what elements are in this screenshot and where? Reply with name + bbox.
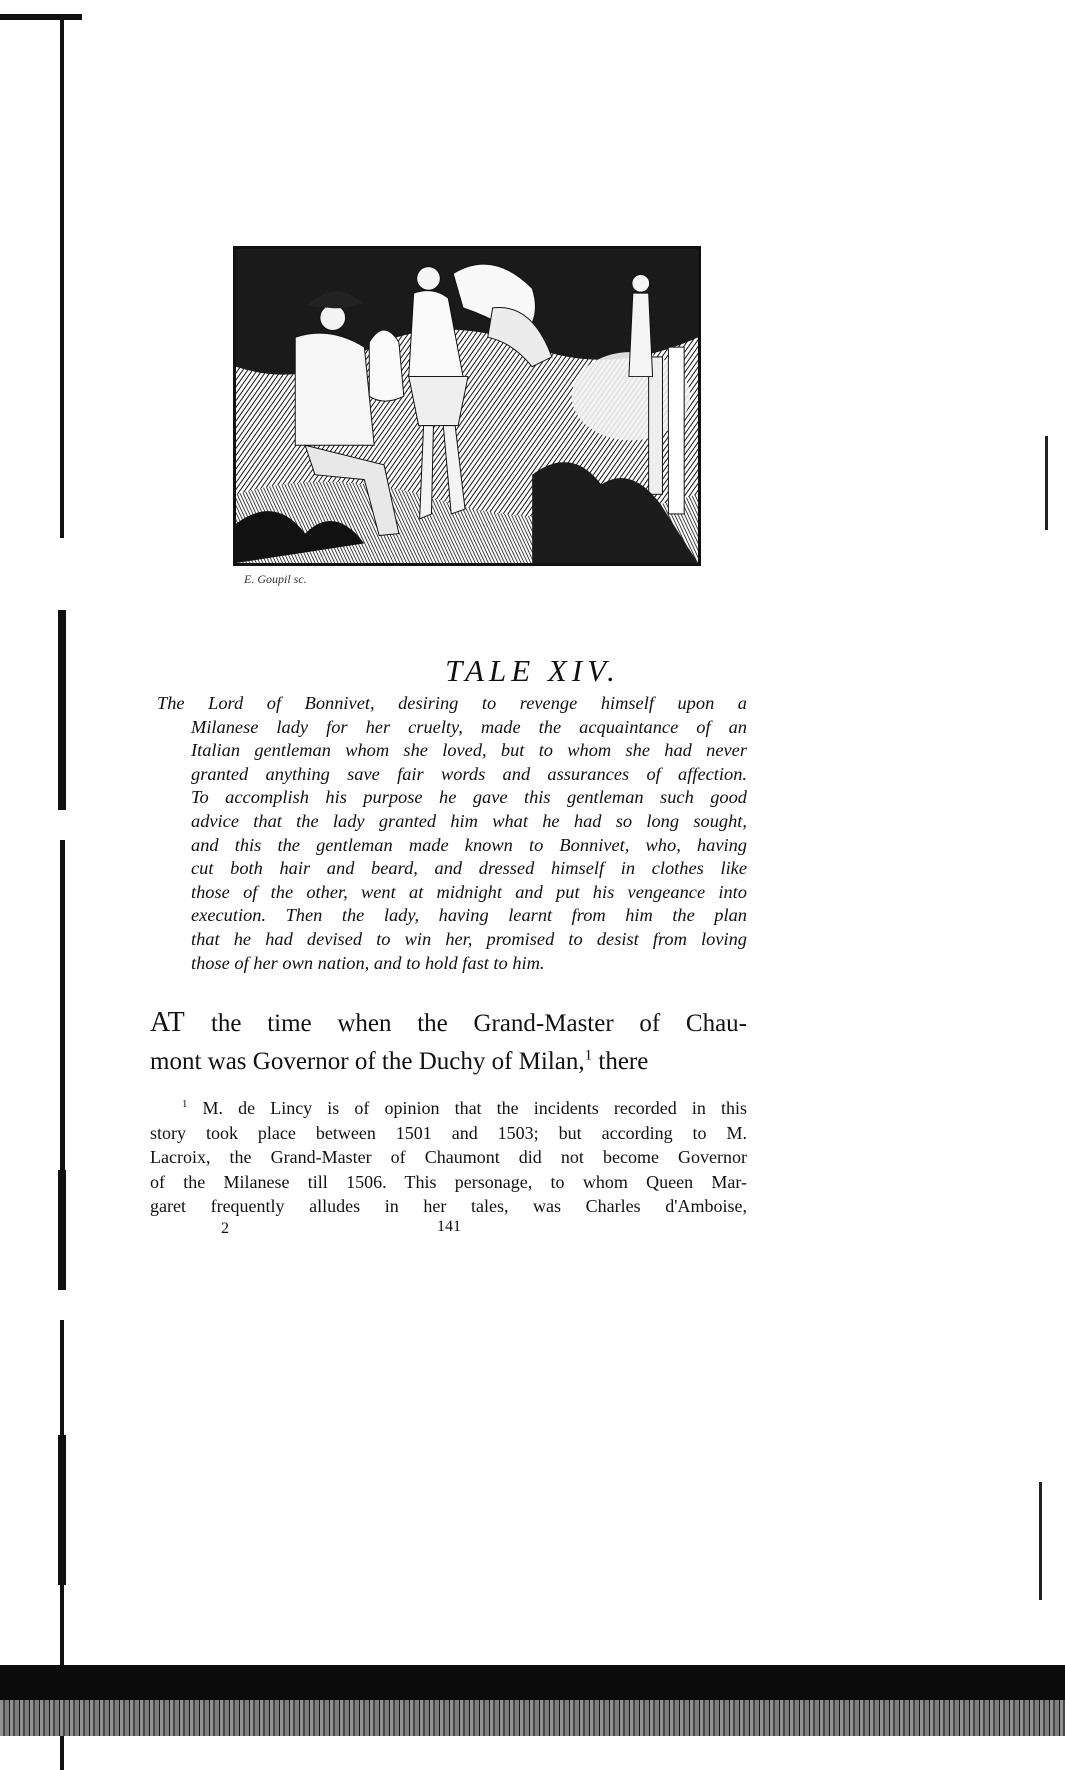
signature-mark: 2 (221, 1220, 229, 1237)
scan-edge-blot (58, 1170, 66, 1290)
scan-edge-top-bar (0, 14, 82, 20)
scan-edge-line (60, 18, 64, 538)
drop-cap: AT (150, 1007, 186, 1038)
scan-bottom-speckle (0, 1700, 1065, 1736)
scan-edge-line (60, 840, 65, 1170)
engraving-illustration (233, 246, 701, 566)
scan-edge-blot (58, 610, 66, 810)
body-line (150, 1004, 747, 1043)
artist-signature: E. Goupil sc. (244, 572, 307, 586)
scan-edge-right (1039, 1482, 1042, 1600)
argument-line: and this the gentleman made known to Bonnivet, who, having (191, 834, 747, 855)
footnote-line: garet frequently alludes in her tales, was Charles d'Amboise, (150, 1196, 747, 1216)
tale-argument (157, 692, 747, 975)
argument-line: The Lord of Bonnivet, desiring to revenge himself upon a (157, 693, 747, 713)
footnote (150, 1096, 747, 1219)
footnote-reference: 1 (584, 1047, 593, 1064)
body-line-text: mont was Governor of the Duchy of Milan, (150, 1048, 585, 1075)
footnote-line (150, 1096, 747, 1121)
scan-edge-blot (58, 1435, 66, 1585)
argument-line: granted anything save fair words and assurances of affection. (191, 763, 747, 784)
argument-line: that he had devised to win her, promised to desist from loving (191, 928, 747, 949)
footnote-marker: 1 (182, 1098, 188, 1110)
argument-line: cut both hair and beard, and dressed himself in clothes like (191, 858, 747, 879)
scan-edge-right (1045, 436, 1048, 530)
body-line (150, 1043, 747, 1081)
page-number: 141 (437, 1218, 461, 1235)
body-line-text: there (592, 1048, 649, 1075)
body-paragraph (150, 1004, 747, 1081)
footnote-line: story took place between 1501 and 1503; but according to M. (150, 1122, 747, 1143)
argument-line: Italian gentleman whom she loved, but to whom she had never (191, 740, 747, 761)
footnote-line: of the Milanese till 1506. This personage, to whom Queen Mar- (150, 1171, 747, 1192)
argument-line: Milanese lady for her cruelty, made the acquaintance of an (191, 716, 747, 737)
argument-line: those of the other, went at midnight and put his vengeance into (191, 881, 747, 902)
scan-edge-left (0, 0, 100, 1736)
tale-title: TALE XIV. (445, 652, 620, 688)
argument-line: execution. Then the lady, having learnt from him the plan (191, 905, 747, 926)
argument-line: advice that the lady granted him what he had so long sought, (191, 810, 747, 831)
footnote-text: M. de Lincy is of opinion that the incidents recorded in this (187, 1098, 747, 1118)
footnote-line: Lacroix, the Grand-Master of Chaumont did not become Governor (150, 1147, 747, 1167)
argument-line: those of her own nation, and to hold fast to him. (191, 952, 545, 973)
body-line-text: the time when the Grand-Master of Chau- (185, 1010, 747, 1037)
engraving-scene (236, 249, 698, 563)
argument-line: To accomplish his purpose he gave this gentleman such good (191, 787, 747, 808)
